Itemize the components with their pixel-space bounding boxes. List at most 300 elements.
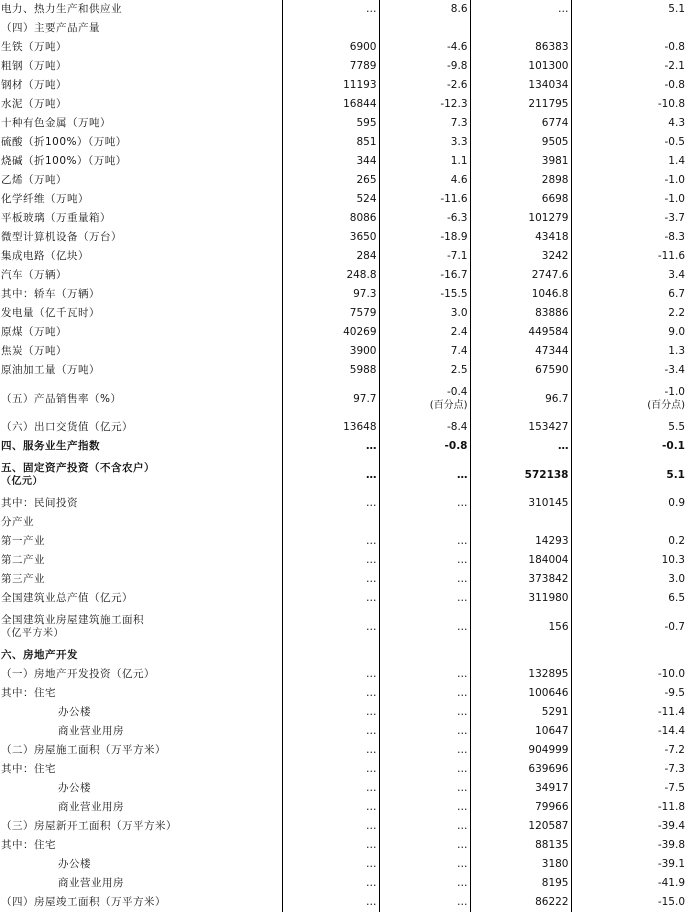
cell-value: -7.5 [664, 782, 685, 794]
table-row [0, 114, 687, 133]
cell-v4 [571, 133, 687, 152]
cell-v1 [282, 380, 379, 418]
cell-value: … [457, 706, 468, 718]
cell-value: 153427 [528, 421, 569, 433]
cell-value: 47344 [535, 345, 569, 357]
cell-v3 [470, 855, 571, 874]
row-label-text: 办公楼 [58, 782, 91, 794]
cell-value: 4.6 [450, 174, 468, 186]
cell-value: 8086 [349, 212, 377, 224]
cell-value: 2747.6 [531, 269, 569, 281]
row-label [0, 494, 282, 513]
row-label-text: 四、服务业生产指数 [1, 440, 100, 452]
cell-v2 [379, 418, 470, 437]
table-row [0, 684, 687, 703]
cell-value: … [366, 554, 377, 566]
row-label-text: 硫酸（折100%）（万吨） [1, 136, 127, 148]
cell-value: 7.3 [450, 117, 468, 129]
cell-value: 13648 [343, 421, 377, 433]
cell-v1 [282, 95, 379, 114]
cell-value: 83886 [535, 307, 569, 319]
table-row [0, 95, 687, 114]
cell-value: -4.6 [447, 41, 468, 53]
cell-value: -39.1 [657, 858, 685, 870]
cell-v1 [282, 114, 379, 133]
row-label-text: 办公楼 [58, 706, 91, 718]
cell-value: … [366, 763, 377, 775]
cell-v3 [470, 798, 571, 817]
cell-value: -0.1 [662, 440, 685, 452]
row-label [0, 513, 282, 532]
cell-v2 [379, 532, 470, 551]
cell-v1 [282, 741, 379, 760]
row-label-text: （四）主要产品产量 [1, 22, 100, 34]
cell-v3 [470, 551, 571, 570]
cell-v3 [470, 437, 571, 456]
row-label-text: （一）房地产开发投资（亿元） [1, 668, 155, 680]
cell-value: … [366, 468, 377, 481]
cell-value: -12.3 [440, 98, 468, 110]
cell-value: 8.6 [450, 3, 468, 15]
row-label [0, 456, 282, 494]
cell-value: 100646 [528, 687, 569, 699]
row-label-text: 六、房地产开发 [1, 649, 78, 661]
cell-v3 [470, 817, 571, 836]
cell-value: 9505 [541, 136, 569, 148]
row-label-text: 生铁（万吨） [1, 41, 67, 53]
cell-value: … [457, 668, 468, 680]
table-row [0, 532, 687, 551]
cell-v2 [379, 266, 470, 285]
cell-value: … [457, 820, 468, 832]
row-label [0, 722, 282, 741]
cell-value: -1.0 [664, 174, 685, 186]
cell-unit-note: (百分点) [647, 400, 685, 411]
cell-unit-note: (百分点) [429, 400, 468, 411]
cell-value: 79966 [535, 801, 569, 813]
cell-value: 904999 [528, 744, 569, 756]
cell-v4 [571, 361, 687, 380]
row-label [0, 665, 282, 684]
row-label [0, 437, 282, 456]
table-row [0, 817, 687, 836]
row-label [0, 57, 282, 76]
cell-value: 14293 [535, 535, 569, 547]
cell-value: -1.0 [664, 193, 685, 205]
cell-v2 [379, 589, 470, 608]
cell-v2 [379, 247, 470, 266]
cell-value: … [366, 535, 377, 547]
row-label-text: 焦炭（万吨） [1, 345, 67, 357]
table-row [0, 551, 687, 570]
cell-value: 6.7 [668, 288, 685, 300]
row-label [0, 133, 282, 152]
cell-value: 2.5 [450, 364, 468, 376]
cell-v4 [571, 171, 687, 190]
cell-value: 6.5 [668, 592, 685, 604]
cell-v4 [571, 551, 687, 570]
row-label [0, 38, 282, 57]
cell-v3 [470, 57, 571, 76]
cell-v3 [470, 836, 571, 855]
cell-value: … [457, 839, 468, 851]
table-row [0, 836, 687, 855]
row-label-text: 第一产业 [1, 535, 45, 547]
cell-v2 [379, 836, 470, 855]
cell-v3 [470, 513, 571, 532]
row-label [0, 589, 282, 608]
row-label-text: 发电量（亿千瓦时） [1, 307, 100, 319]
cell-value: 851 [356, 136, 377, 148]
cell-v4 [571, 266, 687, 285]
cell-v1 [282, 855, 379, 874]
table-row [0, 228, 687, 247]
cell-v2 [379, 361, 470, 380]
cell-v3 [470, 190, 571, 209]
row-label-text: 粗钢（万吨） [1, 60, 67, 72]
cell-v4 [571, 190, 687, 209]
cell-v3 [470, 608, 571, 646]
row-label-text: 分产业 [1, 516, 34, 528]
cell-value: -39.8 [657, 839, 685, 851]
cell-v1 [282, 152, 379, 171]
cell-v2 [379, 551, 470, 570]
cell-v1 [282, 304, 379, 323]
row-label [0, 893, 282, 912]
cell-value: 8195 [541, 877, 569, 889]
table-row [0, 171, 687, 190]
cell-v2 [379, 380, 470, 418]
row-label-text: （五）产品销售率（%） [1, 392, 122, 405]
cell-value: -0.5 [664, 136, 685, 148]
row-label [0, 817, 282, 836]
cell-value: … [366, 896, 377, 908]
row-label [0, 361, 282, 380]
cell-v1 [282, 874, 379, 893]
cell-v2 [379, 779, 470, 798]
row-label [0, 779, 282, 798]
cell-v3 [470, 589, 571, 608]
cell-value: 3.0 [450, 307, 468, 319]
cell-value: 1.4 [668, 155, 685, 167]
cell-v1 [282, 779, 379, 798]
cell-v4 [571, 684, 687, 703]
cell-v2 [379, 684, 470, 703]
cell-value: … [366, 620, 377, 633]
row-label-text: 商业营业用房 [58, 801, 124, 813]
cell-value: -11.6 [657, 250, 685, 262]
cell-v1 [282, 608, 379, 646]
row-label [0, 171, 282, 190]
cell-v1 [282, 513, 379, 532]
cell-v1 [282, 323, 379, 342]
cell-value: 3.0 [668, 573, 685, 585]
cell-value: … [457, 858, 468, 870]
cell-value: -2.6 [447, 79, 468, 91]
table-row [0, 855, 687, 874]
table-row [0, 380, 687, 418]
cell-v1 [282, 551, 379, 570]
cell-v4 [571, 437, 687, 456]
cell-value: … [457, 687, 468, 699]
row-label-text: 微型计算机设备（万台） [1, 231, 122, 243]
cell-value: 4.3 [668, 117, 685, 129]
cell-v3 [470, 133, 571, 152]
row-label [0, 0, 282, 19]
cell-v4 [571, 665, 687, 684]
cell-value: -8.3 [664, 231, 685, 243]
row-label-text: 原油加工量（万吨） [1, 364, 100, 376]
table-row [0, 874, 687, 893]
cell-v2 [379, 0, 470, 19]
table-row [0, 646, 687, 665]
cell-value: 595 [356, 117, 377, 129]
table-row [0, 893, 687, 912]
row-label [0, 190, 282, 209]
table-row [0, 418, 687, 437]
row-label [0, 532, 282, 551]
cell-v3 [470, 874, 571, 893]
cell-value: 524 [356, 193, 377, 205]
cell-v1 [282, 285, 379, 304]
cell-value: … [457, 497, 468, 509]
table-row [0, 190, 687, 209]
cell-v3 [470, 722, 571, 741]
cell-v2 [379, 893, 470, 912]
cell-v3 [470, 266, 571, 285]
cell-value: 572138 [524, 468, 569, 481]
cell-v2 [379, 456, 470, 494]
cell-v2 [379, 304, 470, 323]
cell-value: -0.8 [664, 41, 685, 53]
table-row [0, 285, 687, 304]
cell-value: … [457, 725, 468, 737]
cell-value: … [366, 440, 377, 452]
row-label [0, 874, 282, 893]
cell-value: 132895 [528, 668, 569, 680]
cell-value: -10.0 [657, 668, 685, 680]
cell-value: 7579 [349, 307, 377, 319]
cell-v2 [379, 171, 470, 190]
cell-v3 [470, 893, 571, 912]
cell-value: … [366, 820, 377, 832]
cell-v4 [571, 532, 687, 551]
cell-v4 [571, 722, 687, 741]
cell-v4 [571, 855, 687, 874]
row-label [0, 836, 282, 855]
cell-value: 134034 [528, 79, 569, 91]
row-label [0, 247, 282, 266]
table-row [0, 494, 687, 513]
row-label-text: 水泥（万吨） [1, 98, 67, 110]
cell-v2 [379, 703, 470, 722]
cell-value: 2898 [541, 174, 569, 186]
table-row [0, 76, 687, 95]
cell-v2 [379, 342, 470, 361]
cell-value: … [366, 725, 377, 737]
cell-v1 [282, 817, 379, 836]
cell-value: 3900 [349, 345, 377, 357]
cell-v3 [470, 418, 571, 437]
cell-value: 120587 [528, 820, 569, 832]
cell-value: … [457, 744, 468, 756]
row-label [0, 152, 282, 171]
row-label-text: （三）房屋新开工面积（万平方米） [1, 820, 177, 832]
cell-v2 [379, 855, 470, 874]
cell-v4 [571, 304, 687, 323]
cell-v2 [379, 608, 470, 646]
cell-v1 [282, 0, 379, 19]
row-label-text: 其中：民间投资 [1, 497, 78, 509]
table-row [0, 266, 687, 285]
row-label-text: 乙烯（万吨） [1, 174, 67, 186]
cell-v4 [571, 741, 687, 760]
cell-value: … [366, 782, 377, 794]
cell-v2 [379, 209, 470, 228]
cell-v4 [571, 760, 687, 779]
cell-v4 [571, 513, 687, 532]
cell-v4 [571, 456, 687, 494]
cell-value: … [457, 468, 468, 481]
cell-v1 [282, 266, 379, 285]
cell-v3 [470, 171, 571, 190]
cell-v1 [282, 646, 379, 665]
table-row [0, 741, 687, 760]
cell-value: … [457, 535, 468, 547]
cell-value: 6774 [541, 117, 569, 129]
table-row [0, 0, 687, 19]
cell-value: 7789 [349, 60, 377, 72]
table-row [0, 456, 687, 494]
cell-value: -16.7 [440, 269, 468, 281]
cell-value: 6900 [349, 41, 377, 53]
cell-v4 [571, 285, 687, 304]
row-label [0, 684, 282, 703]
cell-value: -0.7 [664, 620, 685, 633]
cell-v3 [470, 665, 571, 684]
cell-v4 [571, 95, 687, 114]
row-label [0, 855, 282, 874]
cell-value: 310145 [528, 497, 569, 509]
cell-value: 16844 [343, 98, 377, 110]
cell-v2 [379, 437, 470, 456]
table-row [0, 152, 687, 171]
cell-v1 [282, 532, 379, 551]
table-row [0, 589, 687, 608]
cell-v3 [470, 380, 571, 418]
cell-value: -0.8 [444, 440, 468, 452]
cell-v4 [571, 323, 687, 342]
cell-value: … [366, 706, 377, 718]
cell-value: -0.8 [664, 79, 685, 91]
cell-v3 [470, 209, 571, 228]
cell-v4 [571, 228, 687, 247]
cell-v4 [571, 893, 687, 912]
cell-v2 [379, 114, 470, 133]
cell-v1 [282, 342, 379, 361]
cell-v3 [470, 19, 571, 38]
cell-v1 [282, 209, 379, 228]
cell-v3 [470, 532, 571, 551]
cell-v3 [470, 304, 571, 323]
row-label-text-line2: （亿元） [1, 476, 43, 487]
row-label-text: 集成电路（亿块） [1, 250, 89, 262]
cell-value: 9.0 [668, 326, 685, 338]
cell-v3 [470, 570, 571, 589]
table-row [0, 342, 687, 361]
cell-v2 [379, 798, 470, 817]
cell-value: … [366, 877, 377, 889]
cell-v2 [379, 323, 470, 342]
table-row [0, 19, 687, 38]
cell-v1 [282, 190, 379, 209]
table-row [0, 361, 687, 380]
cell-value: -2.1 [664, 60, 685, 72]
row-label-text: 电力、热力生产和供应业 [1, 3, 122, 15]
cell-value: 1.3 [668, 345, 685, 357]
row-label-text: 其中：轿车（万辆） [1, 288, 100, 300]
cell-v2 [379, 228, 470, 247]
cell-v1 [282, 247, 379, 266]
cell-v4 [571, 836, 687, 855]
row-label-text: （二）房屋施工面积（万平方米） [1, 744, 166, 756]
row-label [0, 19, 282, 38]
cell-v3 [470, 760, 571, 779]
cell-value: … [366, 744, 377, 756]
cell-v3 [470, 361, 571, 380]
cell-value: -9.5 [664, 687, 685, 699]
cell-value: 5291 [541, 706, 569, 718]
row-label [0, 551, 282, 570]
cell-value: 5.5 [668, 421, 685, 433]
cell-value: 10.3 [661, 554, 685, 566]
cell-value: 43418 [535, 231, 569, 243]
row-label-text: 商业营业用房 [58, 725, 124, 737]
cell-v4 [571, 608, 687, 646]
cell-value: … [366, 687, 377, 699]
cell-v1 [282, 494, 379, 513]
cell-value: 211795 [528, 98, 569, 110]
cell-v4 [571, 152, 687, 171]
cell-v1 [282, 361, 379, 380]
cell-value: 3650 [349, 231, 377, 243]
cell-v1 [282, 171, 379, 190]
cell-v2 [379, 494, 470, 513]
row-label-text: 全国建筑业房屋建筑施工面积 [1, 614, 144, 626]
cell-v1 [282, 665, 379, 684]
row-label-text: 商业营业用房 [58, 877, 124, 889]
table-row [0, 608, 687, 646]
row-label [0, 95, 282, 114]
cell-value: -9.8 [447, 60, 468, 72]
cell-v3 [470, 323, 571, 342]
cell-value: 344 [356, 155, 377, 167]
cell-v3 [470, 684, 571, 703]
table-row [0, 133, 687, 152]
cell-value: -1.0 [664, 386, 685, 398]
table-row [0, 209, 687, 228]
cell-v4 [571, 380, 687, 418]
cell-v2 [379, 76, 470, 95]
row-label-text: 办公楼 [58, 858, 91, 870]
cell-value: … [366, 668, 377, 680]
cell-v1 [282, 57, 379, 76]
cell-value: … [457, 763, 468, 775]
cell-value: 34917 [535, 782, 569, 794]
cell-value: 0.9 [668, 497, 685, 509]
cell-v1 [282, 228, 379, 247]
cell-v4 [571, 38, 687, 57]
